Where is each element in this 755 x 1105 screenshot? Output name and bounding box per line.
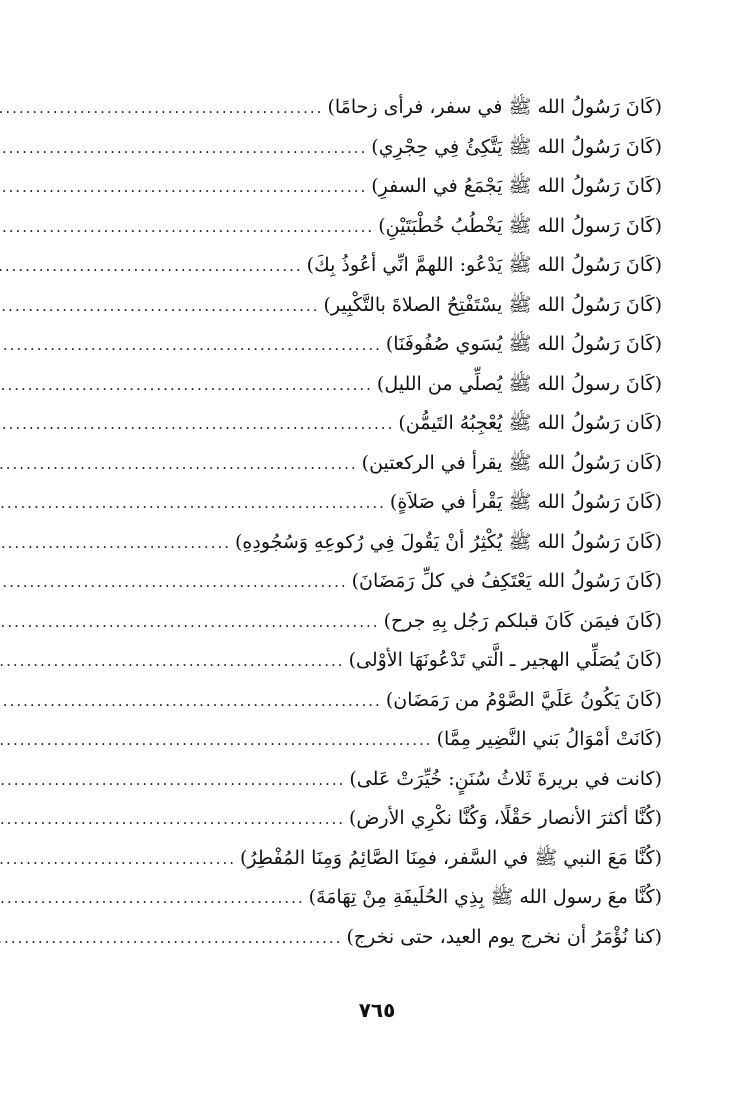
entry-text: (كَانَتْ أمْوَالُ بَني النَّضِير مِمَّا): [436, 728, 662, 750]
index-entry: [92, 444, 662, 484]
index-entry: [92, 325, 662, 365]
index-entry: [92, 918, 662, 958]
entry-text: (كَانَ رَسولُ الله ﷺ يَخْطُبُ خُطْبَتَيْنِ): [378, 214, 662, 237]
leader-dots: [0, 208, 378, 248]
index-entry: [92, 839, 662, 879]
index-entry: [92, 404, 662, 444]
index-page: [92, 88, 662, 1088]
leader-dots: [0, 919, 346, 959]
entry-text: (كَانَ رسولُ الله ﷺ يُصلِّي من الليل): [376, 372, 662, 395]
index-entry: [92, 878, 662, 918]
entry-text: (كنا نُؤْمَرُ أن نخرج يوم العيد، حتى نخرج): [346, 925, 662, 948]
entry-text: (كُنَّا معَ رسول الله ﷺ بِذِي الحُلَيفَةِ مِنْ تِهَامَةَ): [308, 886, 662, 908]
leader-dots: [0, 642, 349, 682]
index-entry: [92, 760, 662, 800]
leader-dots: [0, 129, 371, 169]
entry-text: (كَان رَسُولُ الله ﷺ يقرأ في الركعتين): [361, 451, 662, 474]
leader-dots: [0, 603, 384, 643]
index-entry: [92, 207, 662, 247]
index-entry: [92, 523, 662, 563]
entry-text: (كُنَّا أكثرَ الأنصار حَقْلًا، وَكُنَّا نكْرِي الأرض): [349, 807, 662, 829]
hadith-index-list: [92, 88, 662, 957]
entry-text: (كَانَ رَسُولُ الله ﷺ يَجْمَعُ في السفرِ): [371, 175, 662, 197]
index-entry: [92, 88, 662, 128]
index-entry: [92, 799, 662, 839]
leader-dots: [0, 405, 398, 445]
entry-text: (كَانَ يَكُونُ عَلَيَّ الصَّوْمُ من رَمَضَان): [385, 688, 662, 711]
index-entry: [92, 602, 662, 642]
page-number-footer: ٧٦٥: [358, 998, 396, 1022]
entry-text: (كُنَّا مَعَ النبي ﷺ في السَّفر، فمِنَا الصَّائِمُ وَمِنَا المُفْطِرُ): [240, 846, 662, 869]
leader-dots: [0, 721, 437, 761]
index-entry: [92, 286, 662, 326]
index-entry: [92, 681, 662, 721]
entry-text: (كَانَ رَسُولُ الله ﷺ يَقْرأ في صَلاَةٍ): [389, 491, 662, 513]
entry-text: (كَان رَسُولُ الله ﷺ يُعْجِبُهُ التَيمُّن): [398, 412, 662, 434]
index-entry: [92, 246, 662, 286]
entry-text: (كَانَ رَسُولُ الله ﷺ يسْتَفْتِحُ الصلاةَ بالتَّكْبِير): [323, 293, 662, 316]
entry-text: (كانت في بريرةَ ثَلاثُ سُنَنٍ: خُيِّرَتْ عَلى): [349, 767, 662, 790]
leader-dots: [0, 247, 307, 287]
leader-dots: [0, 168, 371, 208]
leader-dots: [0, 563, 352, 603]
leader-dots: [0, 89, 327, 129]
index-entry: [92, 720, 662, 760]
leader-dots: [0, 682, 386, 722]
entry-text: (كَانَ رَسُولُ الله يَعْتَكِفُ في كلِّ رَمَضَانَ): [351, 570, 662, 592]
entry-text: (كَانَ رَسُولُ الله ﷺ يُسَوي صُفُوفَنَا): [385, 333, 662, 355]
index-entry: [92, 365, 662, 405]
leader-dots: [0, 840, 240, 880]
index-entry: [92, 128, 662, 168]
leader-dots: [0, 800, 349, 840]
leader-dots: [0, 326, 386, 366]
entry-text: (كَانَ رَسُولُ الله ﷺ يُكْثِرُ أنْ يَقُولَ فِي رُكوعِهِ وَسُجُودِهِ): [235, 530, 662, 553]
leader-dots: [0, 484, 390, 524]
index-entry: [92, 483, 662, 523]
leader-dots: [0, 366, 377, 406]
index-entry: [92, 562, 662, 602]
index-entry: [92, 641, 662, 681]
entry-text: (كَانَ رَسُولُ الله ﷺ يَتَّكِئُ فِي حِجْرِي): [371, 135, 662, 158]
leader-dots: [0, 761, 349, 801]
leader-dots: [0, 524, 235, 564]
entry-text: (كَانَ رَسُولُ الله ﷺ يَدْعُو: اللهمَّ انِّي أعُوذُ بِكَ): [306, 254, 662, 276]
leader-dots: [0, 445, 362, 485]
index-entry: [92, 167, 662, 207]
entry-text: (كَانَ رَسُولُ الله ﷺ في سفر، فرأى زحامًا): [327, 96, 662, 118]
leader-dots: [0, 879, 309, 919]
entry-text: (كَانَ يُصَلِّي الهجير ـ الَّتي تَدْعُونَهَا الأوْلى): [348, 649, 662, 671]
leader-dots: [0, 287, 323, 327]
entry-text: (كَانَ فيمَن كَانَ قبلكم رَجُل بِهِ جرح): [383, 609, 662, 632]
